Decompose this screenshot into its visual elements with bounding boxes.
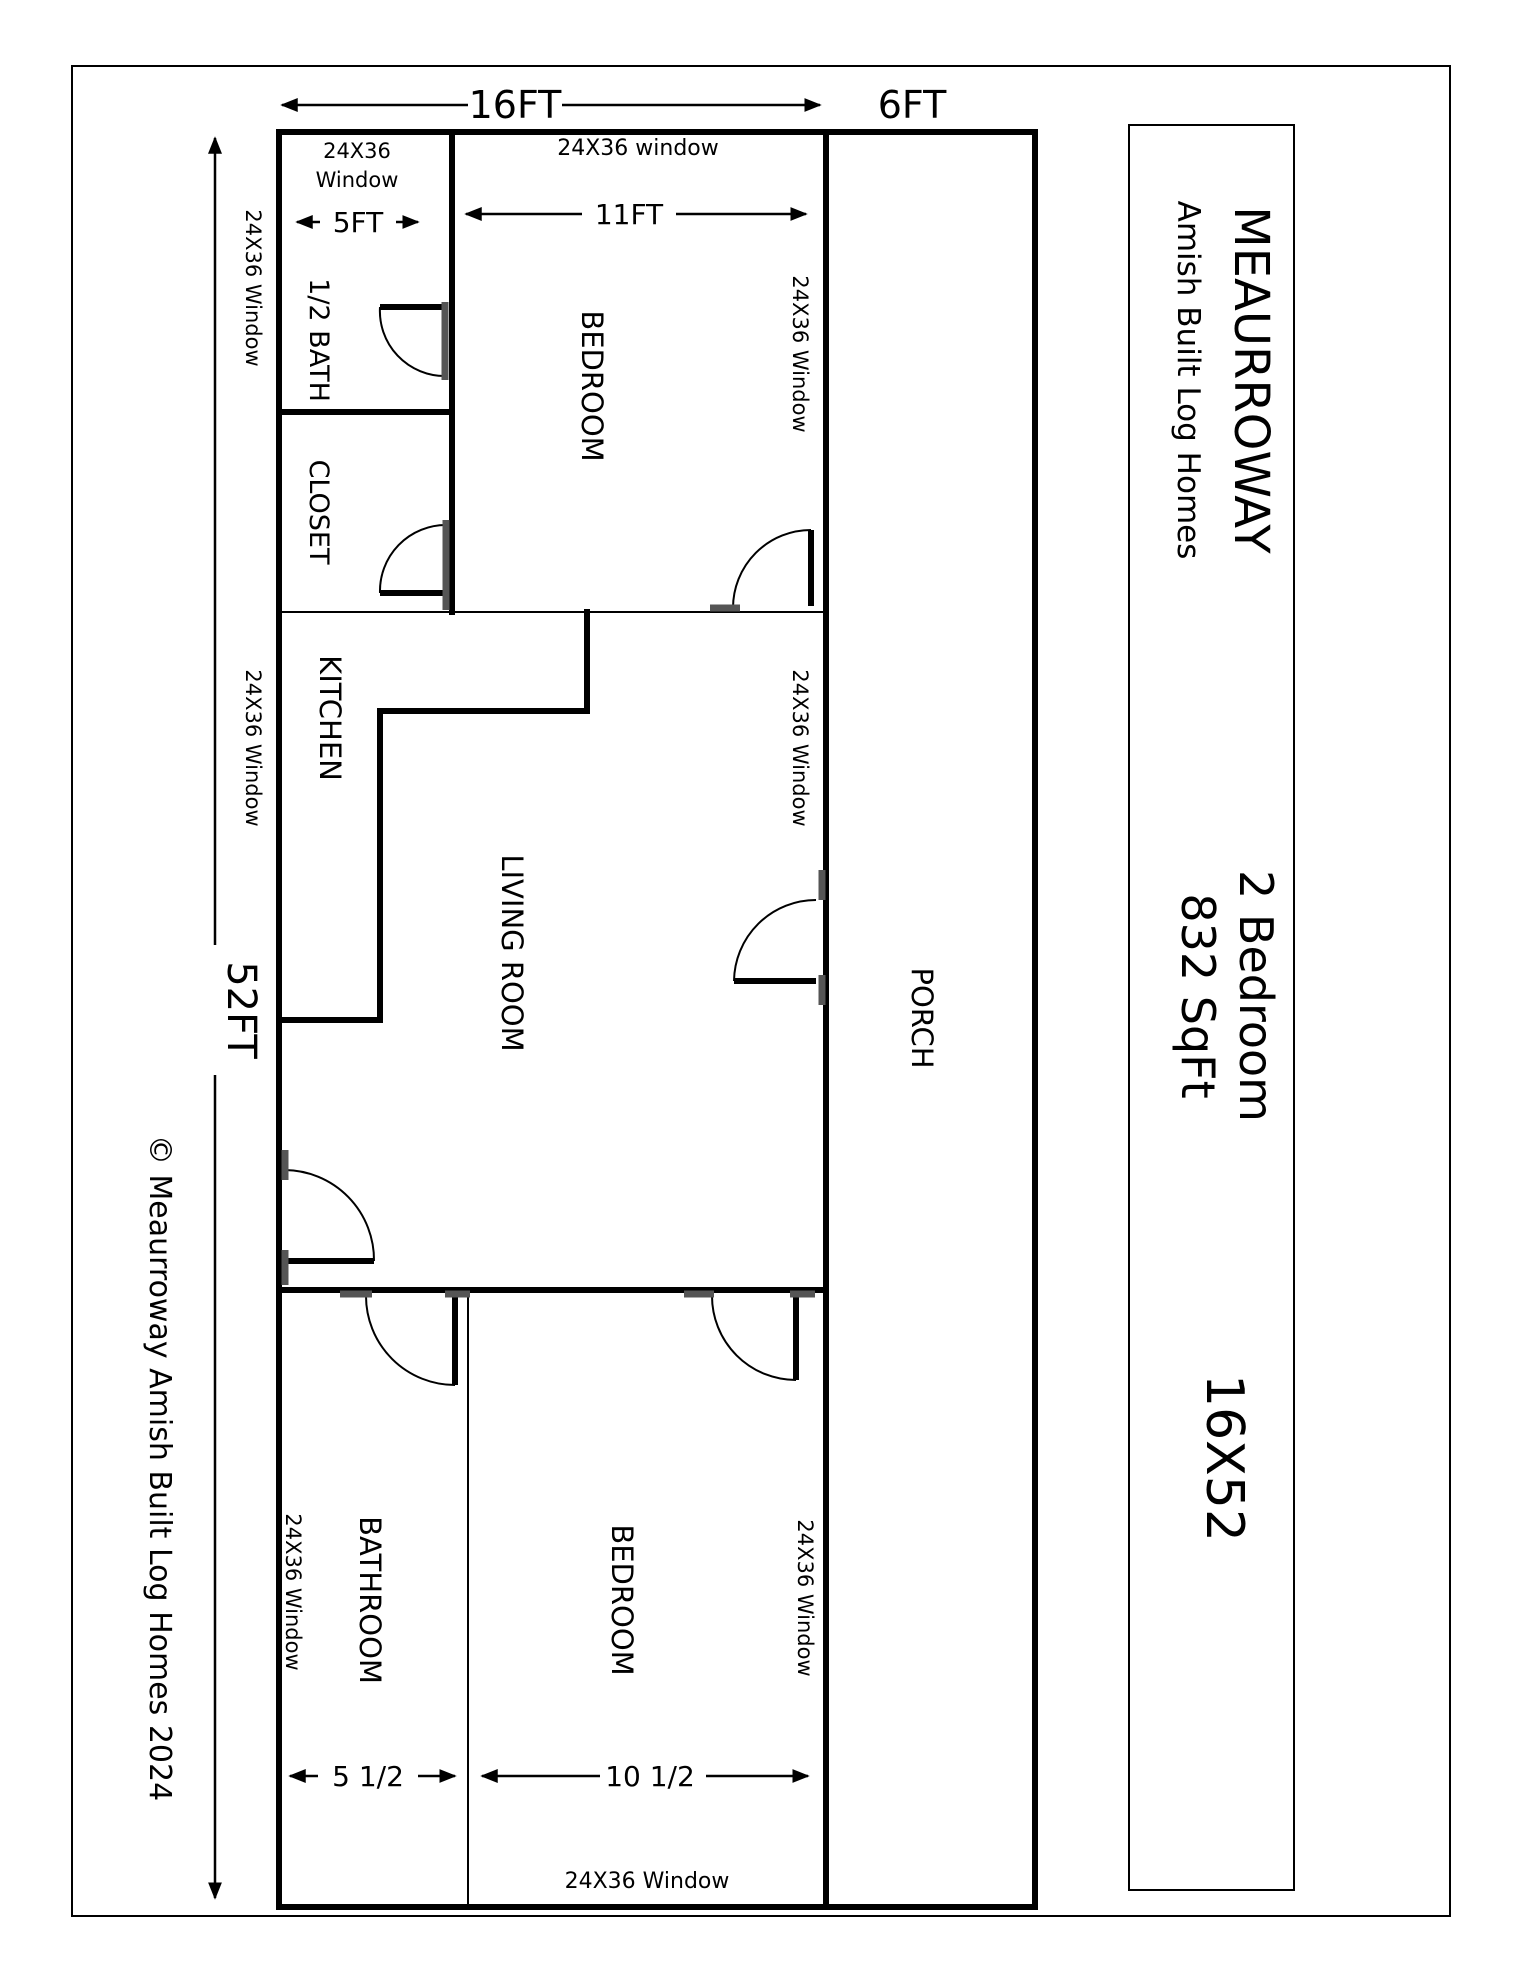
copyright-text: © Meaurroway Amish Built Log Homes 2024 <box>142 1134 177 1802</box>
room-kitchen: KITCHEN <box>313 655 347 781</box>
square-footage: 832 SqFt <box>1171 893 1225 1099</box>
room-living-room: LIVING ROOM <box>495 854 529 1052</box>
brand-tagline: Amish Built Log Homes <box>1170 200 1206 560</box>
window-living-right: 24X36 Window <box>788 669 812 827</box>
closet-door <box>380 520 446 610</box>
window-bedroom1-top: 24X36 window <box>557 136 719 161</box>
dim-half-bath-width: 5FT <box>332 206 384 239</box>
window-bathroom-left: 24X36 Window <box>281 1513 305 1671</box>
dim-main-width: 16FT <box>468 83 562 127</box>
dim-bedroom1-width: 11FT <box>594 198 664 231</box>
back-door <box>285 1150 374 1285</box>
window-half-bath-top-2: Window <box>315 168 399 192</box>
home-size: 16X52 <box>1194 1374 1254 1542</box>
window-left-middle: 24X36 Window <box>241 669 265 827</box>
room-closet: CLOSET <box>303 459 334 565</box>
dim-porch-width: 6FT <box>877 83 947 127</box>
bedroom1-door <box>710 530 811 608</box>
dim-length: 52FT <box>218 961 264 1059</box>
half-bath-door <box>380 302 445 380</box>
dim-bedroom2-width: 10 1/2 <box>605 1760 695 1793</box>
room-half-bath: 1/2 BATH <box>303 278 334 402</box>
room-bedroom1: BEDROOM <box>575 310 609 462</box>
room-porch: PORCH <box>905 967 939 1069</box>
window-bedroom1-right: 24X36 Window <box>788 275 812 433</box>
brand-name: MEAURROWAY <box>1223 206 1279 554</box>
front-door <box>734 870 822 1005</box>
window-bottom: 24X36 Window <box>564 1869 730 1894</box>
bedroom-count: 2 Bedroom <box>1229 870 1283 1122</box>
room-bedroom2: BEDROOM <box>605 1524 639 1676</box>
dim-bathroom-width: 5 1/2 <box>332 1760 404 1793</box>
bathroom-door <box>340 1294 470 1385</box>
bedroom2-door <box>684 1294 815 1380</box>
window-half-bath-top: 24X36 <box>323 139 391 163</box>
room-bathroom: BATHROOM <box>353 1516 387 1684</box>
window-bedroom2-right: 24X36 Window <box>793 1519 817 1677</box>
window-left-upper: 24X36 Window <box>241 209 265 367</box>
